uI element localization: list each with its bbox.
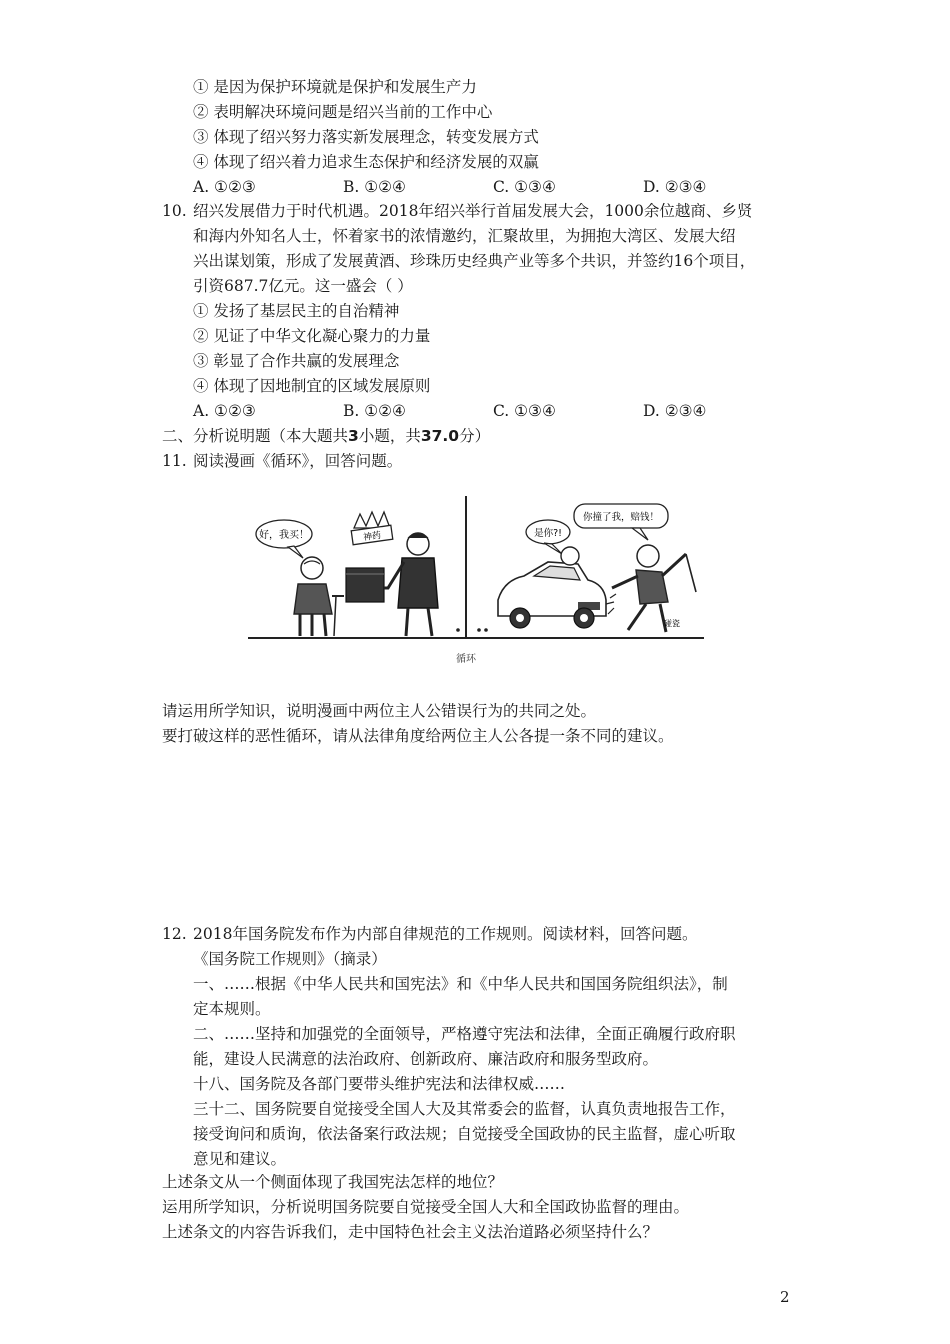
- q12-article-line-2: 定本规则。: [193, 1000, 271, 1018]
- section-2-score: 37.0: [420, 427, 460, 445]
- section-2-count: 3: [348, 427, 359, 445]
- q10-option-b: B. ①②④: [343, 402, 406, 420]
- q10-stem-line-1: 绍兴发展借力于时代机遇。2018年绍兴举行首届发展大会，1000余位越商、乡贤: [193, 202, 753, 220]
- q11-cartoon-image: [248, 492, 708, 672]
- q12-article-line-7: 接受询问和质询，依法备案行政法规；自觉接受全国政协的民主监督，虚心听取: [193, 1125, 736, 1143]
- q10-stem-line-4: 引资687.7亿元。这一盛会（ ）: [193, 277, 413, 295]
- q9-item-4: ④ 体现了绍兴着力追求生态保护和经济发展的双赢: [193, 153, 539, 171]
- q9-item-2: ② 表明解决环境问题是绍兴当前的工作中心: [193, 103, 493, 121]
- q10-option-c: C. ①③④: [493, 402, 556, 420]
- q12-doc-title: 《国务院工作规则》（摘录）: [193, 950, 387, 968]
- q9-options: [193, 176, 753, 198]
- q12-question-3: 上述条文的内容告诉我们，走中国特色社会主义法治道路必须坚持什么？: [162, 1223, 659, 1241]
- q10-stem-line-3: 兴出谋划策，形成了发展黄酒、珍珠历史经典产业等多个共识，并签约16个项目，: [193, 252, 756, 270]
- q10-options: [193, 400, 753, 422]
- q10-item-2: ② 见证了中华文化凝心聚力的力量: [193, 327, 431, 345]
- q10-option-a: A. ①②③: [193, 402, 256, 420]
- q12-article-line-3: 二、……坚持和加强党的全面领导，严格遵守宪法和法律，全面正确履行政府职: [193, 1025, 736, 1043]
- q9-item-3: ③ 体现了绍兴努力落实新发展理念，转变发展方式: [193, 128, 539, 146]
- cartoon-caption: 循环: [456, 654, 476, 665]
- q9-option-c: C. ①③④: [493, 178, 556, 196]
- q9-option-a: A. ①②③: [193, 178, 256, 196]
- cartoon-label-crown: 神药: [362, 530, 382, 544]
- q11-question-1: 请运用所学知识，说明漫画中两位主人公错误行为的共同之处。: [162, 702, 597, 720]
- q12-article-line-6: 三十二、国务院要自觉接受全国人大及其常委会的监督，认真负责地报告工作，: [193, 1100, 736, 1118]
- section-2-heading: [162, 425, 490, 447]
- q10-item-1: ① 发扬了基层民主的自治精神: [193, 302, 400, 320]
- cartoon-bubble-buy: 好，我买！: [259, 530, 309, 541]
- q10-item-4: ④ 体现了因地制宜的区域发展原则: [193, 377, 431, 395]
- q12-stem: 2018年国务院发布作为内部自律规范的工作规则。阅读材料，回答问题。: [193, 925, 698, 943]
- q12-article-line-4: 能，建设人民满意的法治政府、创新政府、廉洁政府和服务型政府。: [193, 1050, 659, 1068]
- q11-number: 11.: [162, 452, 187, 470]
- cartoon-bubble-pay: 你撞了我，赔钱！: [582, 512, 660, 523]
- q10-number: 10.: [162, 202, 187, 220]
- cartoon-label-swindler: 诈骗: [412, 621, 428, 630]
- q10-option-d: D. ②③④: [643, 402, 707, 420]
- q12-article-line-5: 十八、国务院及各部门要带头维护宪法和法律权威……: [193, 1075, 566, 1093]
- cartoon-label-faker: 碰瓷: [664, 619, 680, 628]
- q12-article-line-8: 意见和建议。: [193, 1150, 287, 1168]
- section-2-title-post: 分）: [459, 427, 491, 445]
- section-2-title-mid: 小题，共: [358, 427, 421, 445]
- q12-question-2: 运用所学知识，分析说明国务院要自觉接受全国人大和全国政协监督的理由。: [162, 1198, 690, 1216]
- q10-item-3: ③ 彰显了合作共赢的发展理念: [193, 352, 400, 370]
- section-2-title-pre: 二、分析说明题（本大题共: [162, 427, 349, 445]
- q12-article-line-1: 一、……根据《中华人民共和国宪法》和《中华人民共和国国务院组织法》，制: [193, 975, 728, 993]
- q9-option-b: B. ①②④: [343, 178, 406, 196]
- q11-question-2: 要打破这样的恶性循环，请从法律角度给两位主人公各提一条不同的建议。: [162, 727, 674, 745]
- q9-option-d: D. ②③④: [643, 178, 707, 196]
- q10-stem-line-2: 和海内外知名人士，怀着家书的浓情邀约，汇聚故里，为拥抱大湾区、发展大绍: [193, 227, 736, 245]
- q12-question-1: 上述条文从一个侧面体现了我国宪法怎样的地位？: [162, 1173, 504, 1191]
- q12-number: 12.: [162, 925, 187, 943]
- q11-stem: 阅读漫画《循环》，回答问题。: [193, 452, 403, 470]
- cartoon-bubble-its-you: 是你?!: [534, 528, 562, 539]
- q9-item-1: ① 是因为保护环境就是保护和发展生产力: [193, 78, 477, 96]
- page-number: 2: [780, 1288, 790, 1306]
